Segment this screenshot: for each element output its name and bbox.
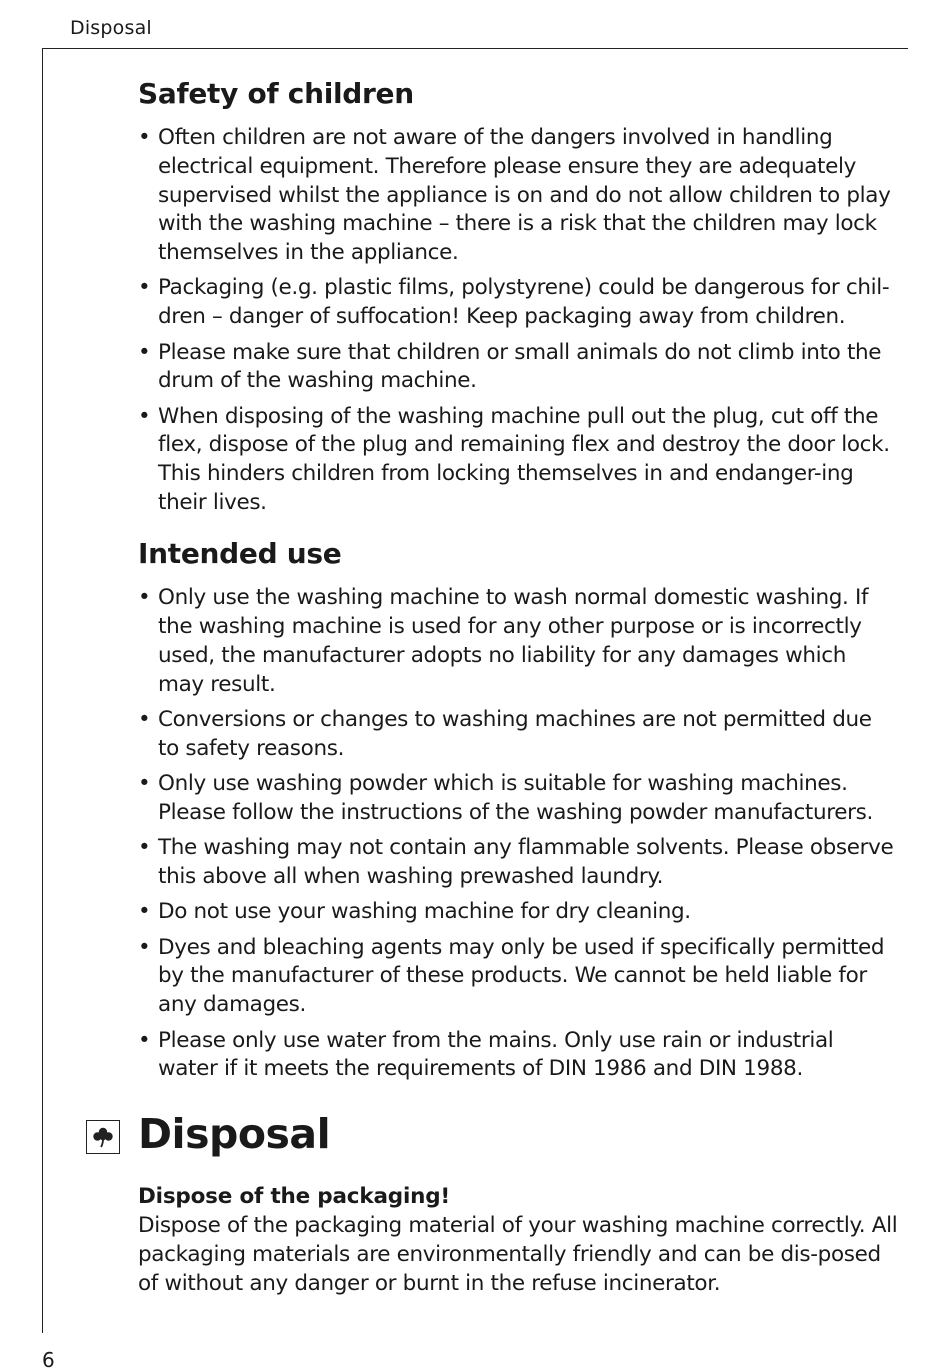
list-item: • Conversions or changes to washing machines are not permitted due to safety reasons.: [138, 706, 898, 764]
list-item: • Packaging (e.g. plastic films, polystyrene) could be dangerous for chil-dren – danger of suffocation! Keep packaging away from children.: [138, 274, 898, 332]
list-item: • The washing may not contain any flammable solvents. Please observe this above all when washing prewashed laundry.: [138, 834, 898, 892]
list-item: • Often children are not aware of the dangers involved in handling electrical equipment. Therefore please ensure they are adequately supervised whilst the appliance is on and do not allow children to play with the washing machine – there is a risk that the children may lock themselves in the appliance.: [138, 124, 898, 268]
disposal-section: [138, 1108, 898, 1298]
disposal-subheading: Dispose of the packaging!: [138, 1184, 451, 1210]
running-header: Disposal: [70, 17, 152, 39]
disposal-text: Dispose of the packaging material of your washing machine correctly. All packaging materials are environmentally friendly and can be dis-posed of without any danger or burnt in the refuse incinerator.: [138, 1213, 898, 1296]
list-item: • Please only use water from the mains. Only use rain or industrial water if it meets the requirements of DIN 1986 and DIN 1988.: [138, 1027, 898, 1085]
list-item: • Only use washing powder which is suitable for washing machines. Please follow the instructions of the washing powder manufacturers.: [138, 770, 898, 828]
disposal-title: Disposal: [138, 1110, 331, 1159]
intended-use-heading: Intended use: [138, 537, 342, 571]
margin-rule: [42, 48, 43, 1333]
clover-icon: [86, 1120, 120, 1154]
intended-use-list: [138, 584, 898, 1084]
list-item: • Only use the washing machine to wash normal domestic washing. If the washing machine is used for any other purpose or is incorrectly used, the manufacturer adopts no liability for any damages which may result.: [138, 584, 898, 699]
list-item: • Do not use your washing machine for dry cleaning.: [138, 898, 898, 927]
list-item: • Dyes and bleaching agents may only be used if specifically permitted by the manufacturer of these products. We cannot be held liable for any damages.: [138, 934, 898, 1020]
header-rule: [42, 48, 908, 49]
list-item: • When disposing of the washing machine pull out the plug, cut off the flex, dispose of the plug and remaining flex and destroy the door lock. This hinders children from locking themselves in and endanger-ing their lives.: [138, 403, 898, 518]
page-number: 6: [42, 1348, 55, 1372]
page-content: [138, 76, 898, 1299]
list-item: • Please make sure that children or small animals do not climb into the drum of the washing machine.: [138, 339, 898, 397]
safety-list: [138, 124, 898, 518]
safety-heading: Safety of children: [138, 77, 414, 110]
